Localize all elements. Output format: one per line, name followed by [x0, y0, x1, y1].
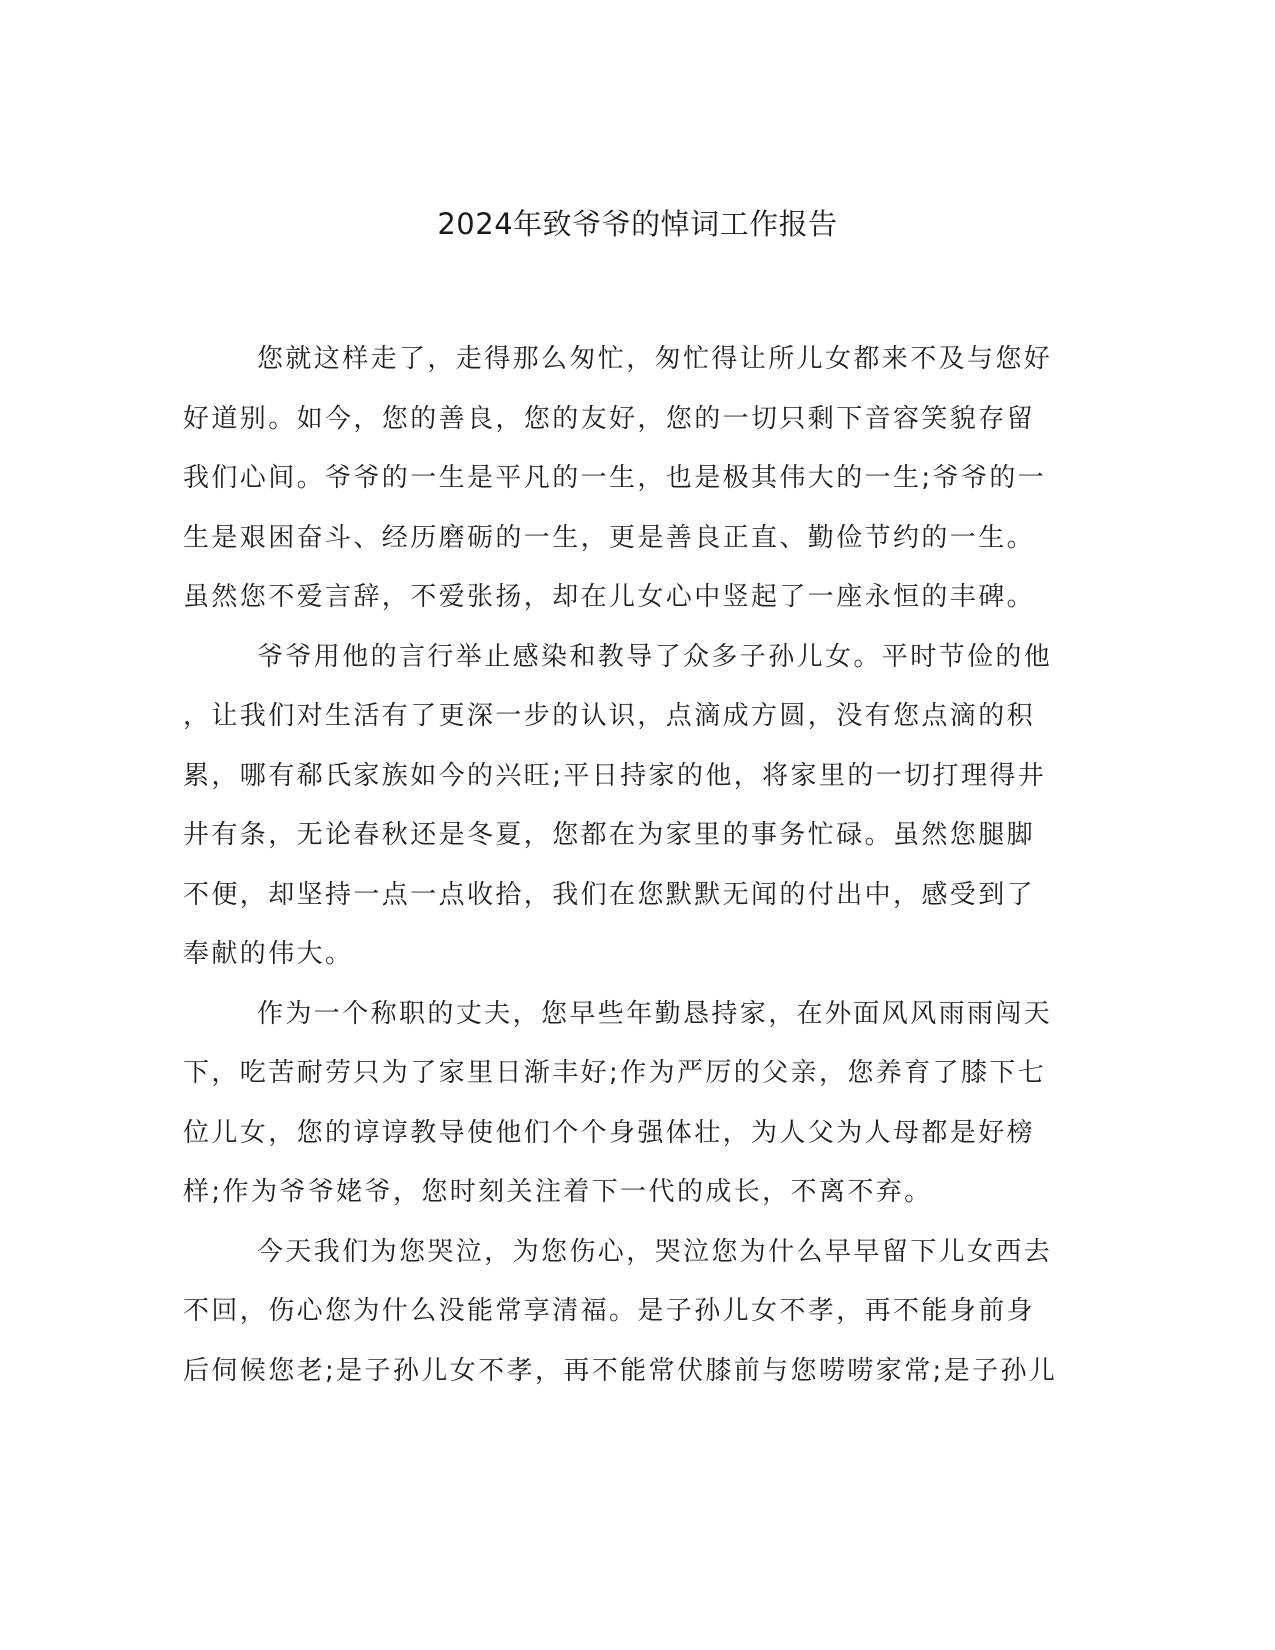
text-line: 虽然您不爱言辞，不爱张扬，却在儿女心中竖起了一座永恒的丰碑。: [183, 582, 1036, 612]
text-line: 后伺候您老;是子孙儿女不孝，再不能常伏膝前与您唠唠家常;是子孙儿: [183, 1355, 1058, 1386]
text-line: 今天我们为您哭泣，为您伤心，哭泣您为什么早早留下儿女西去: [257, 1236, 1053, 1267]
text-line: 不便，却坚持一点一点收拾，我们在您默默无闻的付出中，感受到了: [183, 879, 1036, 910]
text-line: 爷爷用他的言行举止感染和教导了众多子孙儿女。平时节俭的他: [257, 641, 1053, 672]
text-line: 不回，伤心您为什么没能常享清福。是子孙儿女不孝，再不能身前身: [183, 1296, 1036, 1326]
text-line: 位儿女，您的谆谆教导使他们个个身强体壮，为人父为人母都是好榜: [183, 1117, 1036, 1148]
text-line: 奉献的伟大。: [183, 939, 354, 969]
text-line: 下，吃苦耐劳只为了家里日渐丰好;作为严厉的父亲，您养育了膝下七: [183, 1058, 1047, 1088]
text-line: 作为一个称职的丈夫，您早些年勤恳持家，在外面风风雨雨闯天: [257, 998, 1053, 1029]
text-line: 累，哪有郗氏家族如今的兴旺;平日持家的他，将家里的一切打理得井: [183, 760, 1047, 791]
text-line: 我们心间。爷爷的一生是平凡的一生，也是极其伟大的一生;爷爷的一: [183, 463, 1047, 493]
paragraph-2: [183, 628, 1063, 985]
paragraph-4: [183, 1223, 1063, 1402]
paragraph-3: [183, 985, 1063, 1223]
text-line: 样;作为爷爷姥爷，您时刻关注着下一代的成长，不离不弃。: [183, 1177, 933, 1207]
text-line: 生是艰困奋斗、经历磨砺的一生，更是善良正直、勤俭节约的一生。: [183, 522, 1036, 553]
text-line: 您就这样走了，走得那么匆忙，匆忙得让所儿女都来不及与您好: [257, 344, 1053, 374]
document-title: 2024年致爷爷的悼词工作报告: [437, 207, 838, 241]
paragraph-1: [183, 330, 1063, 628]
document-body: [183, 330, 1063, 1401]
text-line: ，让我们对生活有了更深一步的认识，点滴成方圆，没有您点滴的积: [183, 701, 1036, 731]
text-line: 好道别。如今，您的善良，您的友好，您的一切只剩下音容笑貌存留: [183, 403, 1036, 434]
text-line: 井有条，无论春秋还是冬夏，您都在为家里的事务忙碌。虽然您腿脚: [183, 820, 1036, 850]
